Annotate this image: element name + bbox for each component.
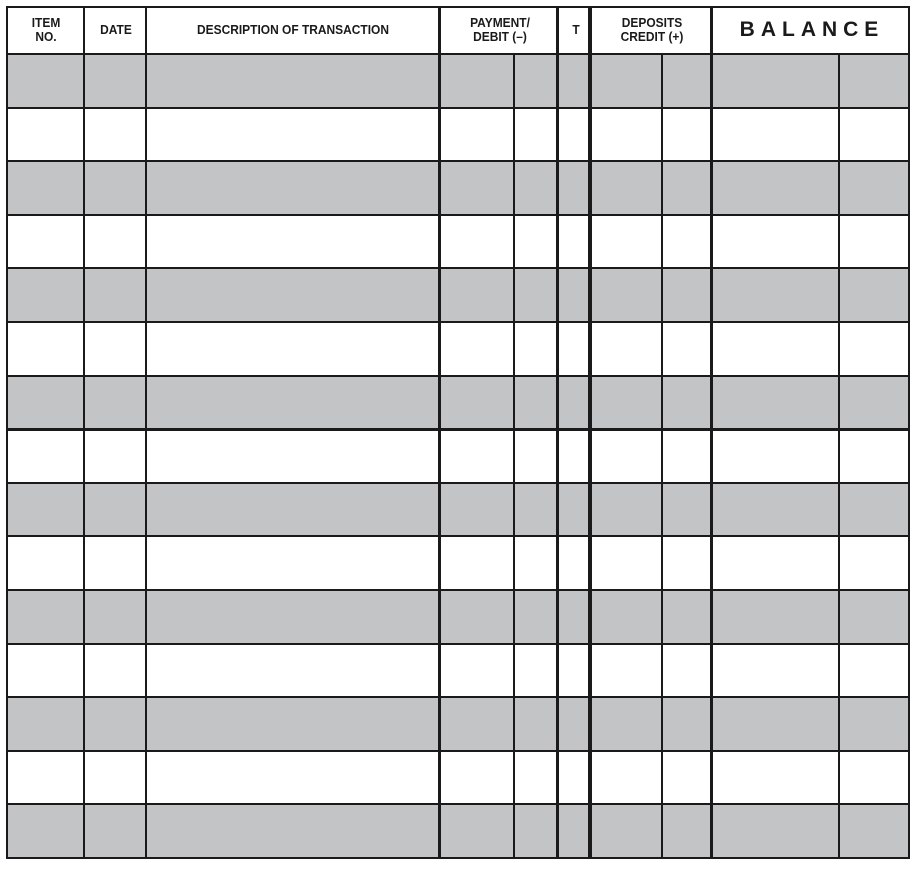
row-rule xyxy=(6,214,910,216)
row-rule xyxy=(6,643,910,645)
row-rule xyxy=(6,857,910,859)
header-item-no: ITEM NO. xyxy=(31,15,61,44)
register-row xyxy=(6,483,910,537)
row-rule xyxy=(6,267,910,269)
column-rule xyxy=(6,6,8,859)
column-rule xyxy=(145,6,147,859)
register-row xyxy=(6,536,910,590)
register-row xyxy=(6,644,910,698)
column-rule xyxy=(588,6,592,859)
header-t: T xyxy=(572,22,580,37)
column-rule xyxy=(438,6,441,859)
row-rule xyxy=(6,696,910,698)
header-payment-debit: PAYMENT/ DEBIT (–) xyxy=(470,15,530,44)
row-rule xyxy=(6,160,910,162)
column-rule xyxy=(513,54,515,859)
register-row xyxy=(6,215,910,269)
row-rule xyxy=(6,535,910,537)
row-rule xyxy=(6,321,910,323)
header-date: DATE xyxy=(100,22,132,37)
register-row xyxy=(6,161,910,215)
register-row xyxy=(6,54,910,108)
register-row xyxy=(6,429,910,483)
register-row xyxy=(6,697,910,751)
row-rule xyxy=(6,53,910,55)
row-rule xyxy=(6,589,910,591)
column-rule xyxy=(908,6,910,859)
row-rule xyxy=(6,428,910,431)
column-rule xyxy=(83,6,85,859)
column-rule xyxy=(661,54,663,859)
column-rule xyxy=(838,54,840,859)
register-row xyxy=(6,751,910,805)
column-rule xyxy=(556,6,559,859)
row-rule xyxy=(6,6,910,8)
header-deposit-credit: DEPOSITS CREDIT (+) xyxy=(620,15,684,44)
row-rule xyxy=(6,107,910,109)
register-row xyxy=(6,268,910,322)
row-rule xyxy=(6,375,910,377)
row-rule xyxy=(6,750,910,752)
column-rule xyxy=(710,6,713,859)
row-rule xyxy=(6,803,910,805)
register-row xyxy=(6,590,910,644)
register-row xyxy=(6,108,910,162)
register-row xyxy=(6,804,910,858)
header-description: DESCRIPTION OF TRANSACTION xyxy=(196,22,390,37)
header-balance: BALANCE xyxy=(739,18,885,41)
register-row xyxy=(6,376,910,430)
register-row xyxy=(6,322,910,376)
row-rule xyxy=(6,482,910,484)
